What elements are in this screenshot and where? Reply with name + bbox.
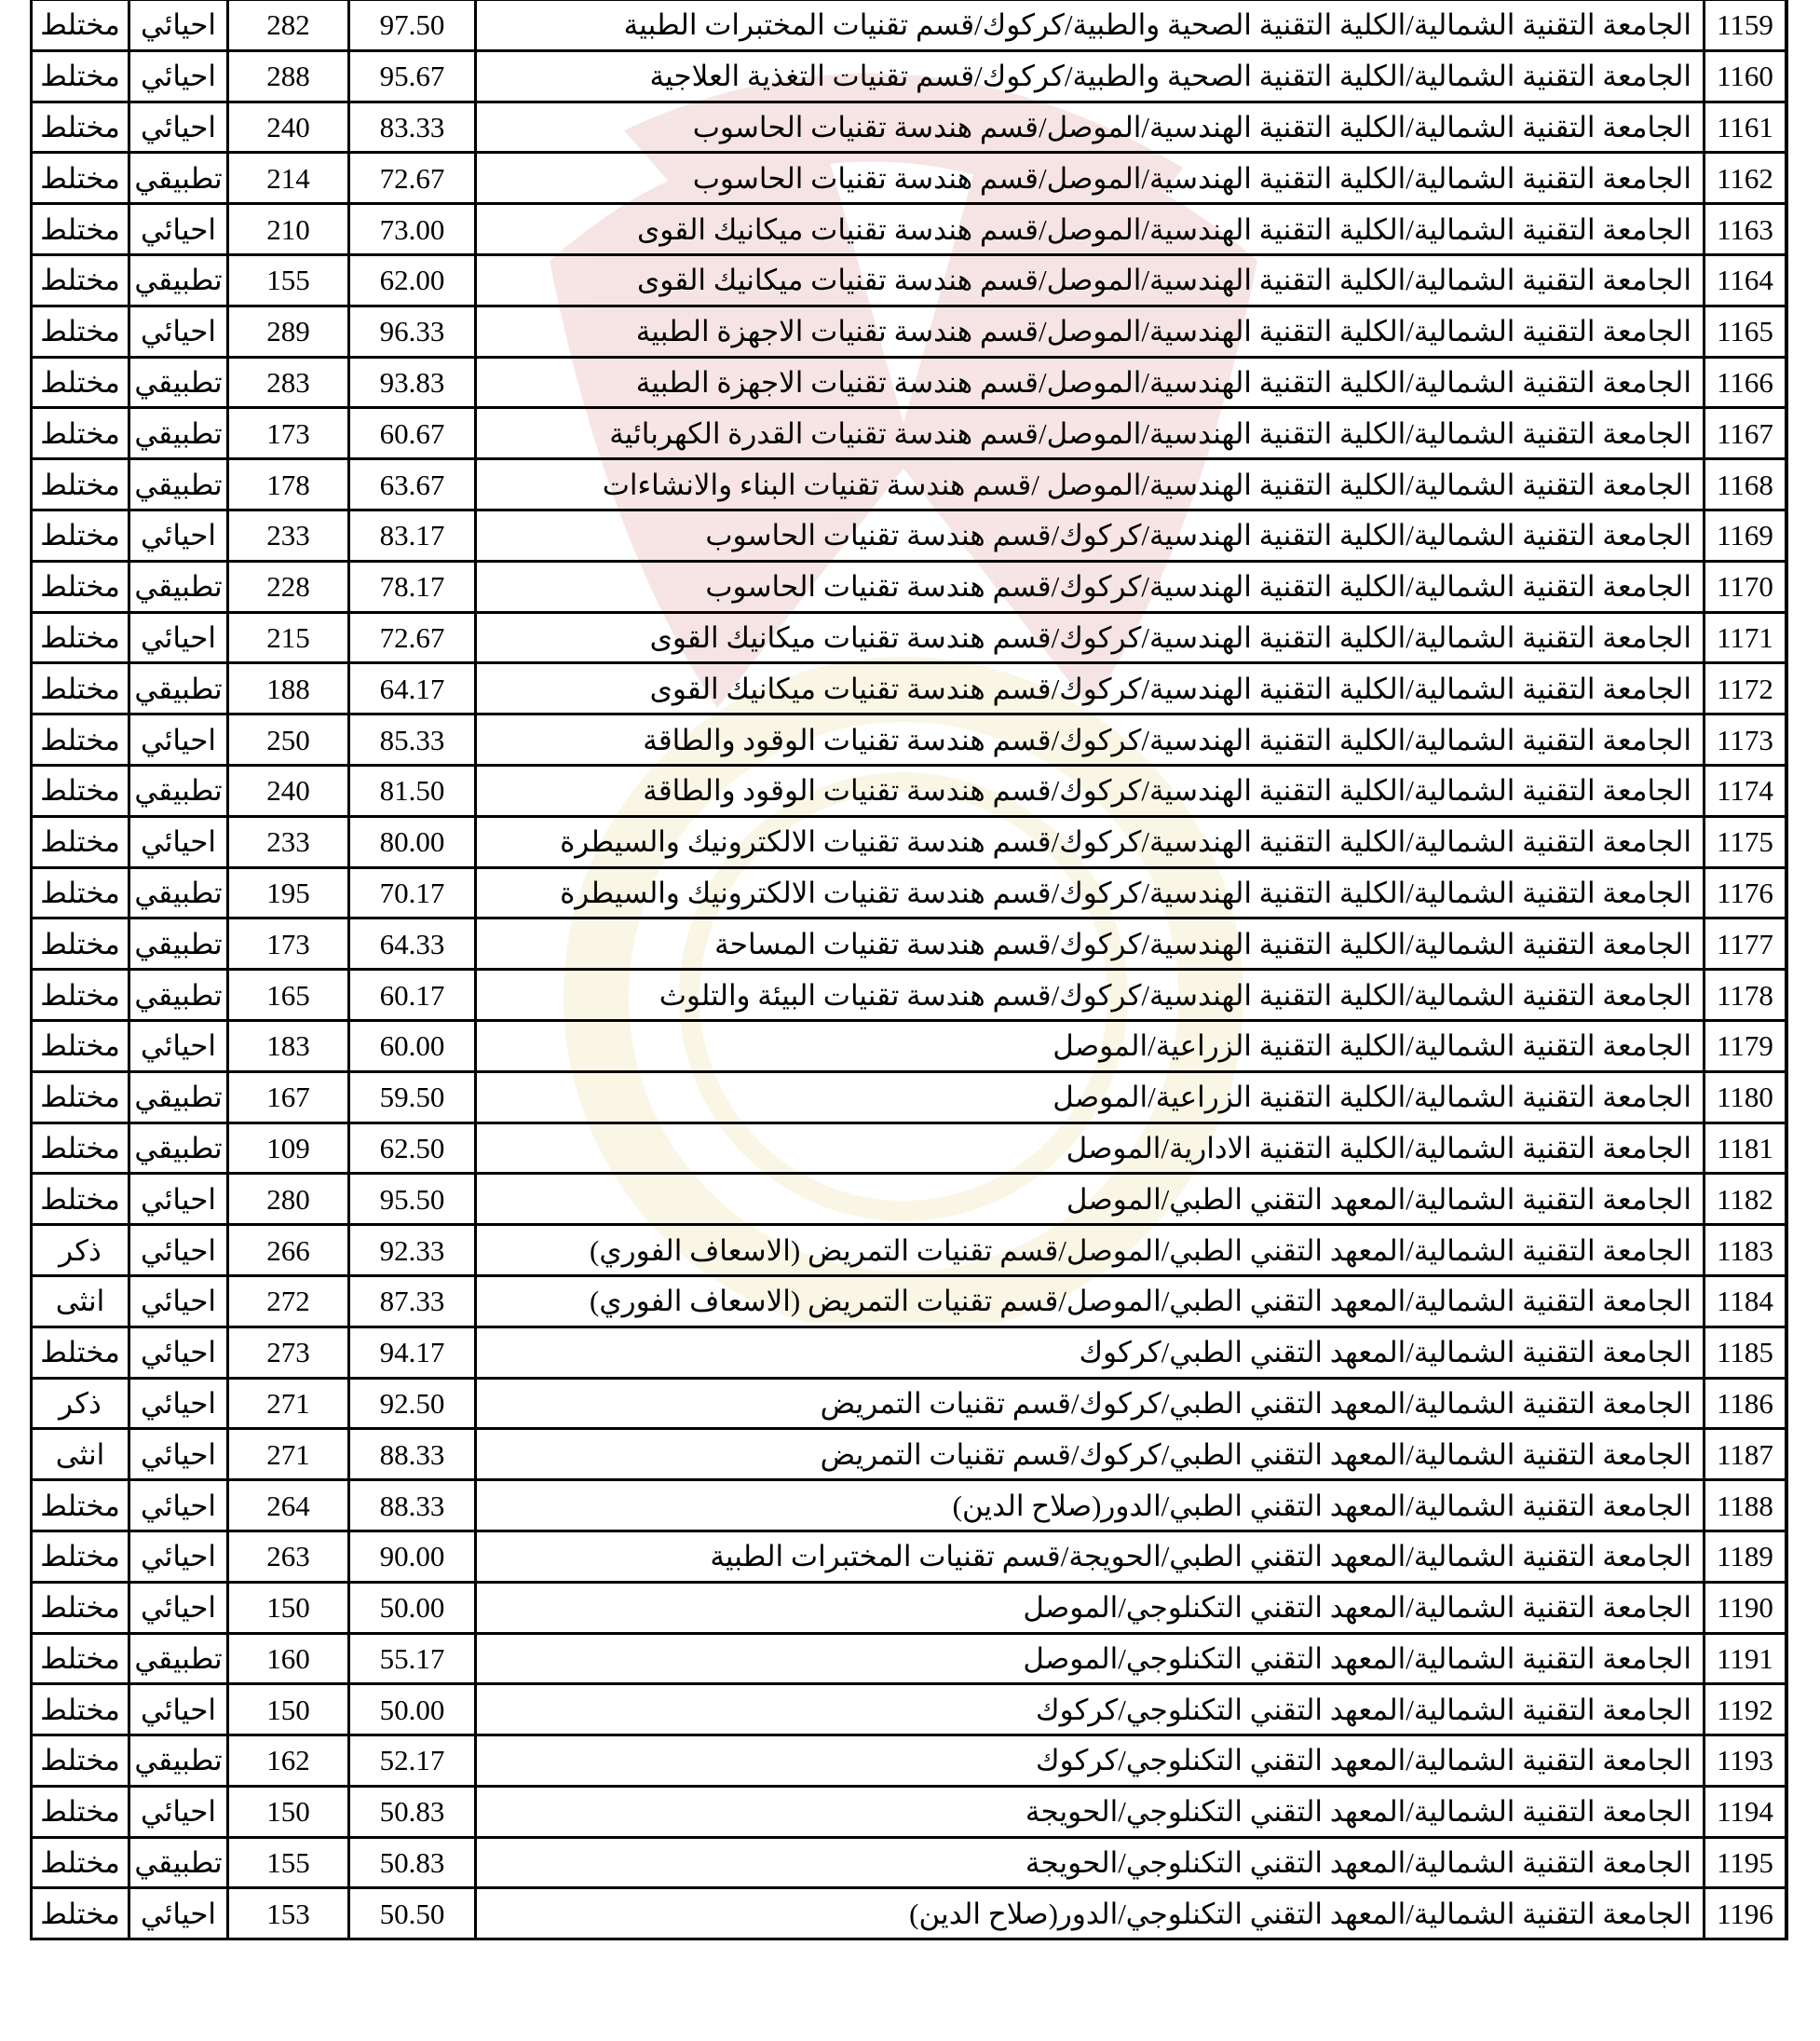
table-row [32, 867, 1787, 918]
total-cell: 228 [228, 561, 349, 612]
branch-cell: احيائي [129, 204, 228, 255]
institution-cell: الجامعة التقنية الشمالية/المعهد التقني الطبي/كركوك/قسم تقنيات التمريض [476, 1378, 1705, 1429]
gender-cell: مختلط [32, 1888, 129, 1939]
branch-cell: احيائي [129, 714, 228, 766]
sequence-number-cell: 1185 [1705, 1327, 1787, 1378]
total-cell: 155 [228, 254, 349, 306]
institution-cell: الجامعة التقنية الشمالية/الكلية التقنية الهندسية/كركوك/قسم هندسة تقنيات الوقود والطاقة [476, 765, 1705, 816]
sequence-number-cell: 1175 [1705, 816, 1787, 867]
institution-cell: الجامعة التقنية الشمالية/المعهد التقني التكنلوجي/كركوك [476, 1735, 1705, 1787]
total-cell: 215 [228, 612, 349, 663]
branch-cell: احيائي [129, 1378, 228, 1429]
sequence-number-cell: 1190 [1705, 1582, 1787, 1633]
branch-cell: تطبيقي [129, 663, 228, 714]
branch-cell: تطبيقي [129, 1071, 228, 1123]
branch-cell: احيائي [129, 0, 228, 50]
sequence-number-cell: 1193 [1705, 1735, 1787, 1787]
total-cell: 183 [228, 1020, 349, 1071]
table-row [32, 204, 1787, 255]
gender-cell: مختلط [32, 0, 129, 50]
total-cell: 283 [228, 357, 349, 408]
gender-cell: مختلط [32, 254, 129, 306]
total-cell: 162 [228, 1735, 349, 1787]
branch-cell: تطبيقي [129, 408, 228, 459]
gender-cell: مختلط [32, 714, 129, 766]
total-cell: 288 [228, 50, 349, 102]
branch-cell: احيائي [129, 510, 228, 561]
table-row [32, 50, 1787, 102]
institution-cell: الجامعة التقنية الشمالية/المعهد التقني الطبي/كركوك/قسم تقنيات التمريض [476, 1429, 1705, 1480]
average-cell: 72.67 [349, 612, 476, 663]
average-cell: 64.33 [349, 918, 476, 970]
gender-cell: مختلط [32, 1020, 129, 1071]
average-cell: 50.83 [349, 1786, 476, 1837]
total-cell: 271 [228, 1378, 349, 1429]
sequence-number-cell: 1194 [1705, 1786, 1787, 1837]
sequence-number-cell: 1192 [1705, 1684, 1787, 1735]
table-row [32, 1225, 1787, 1276]
branch-cell: احيائي [129, 102, 228, 153]
average-cell: 52.17 [349, 1735, 476, 1787]
total-cell: 240 [228, 765, 349, 816]
total-cell: 155 [228, 1837, 349, 1888]
branch-cell: تطبيقي [129, 561, 228, 612]
average-cell: 95.50 [349, 1174, 476, 1225]
sequence-number-cell: 1161 [1705, 102, 1787, 153]
average-cell: 70.17 [349, 867, 476, 918]
table-row [32, 1684, 1787, 1735]
results-table [30, 0, 1788, 1940]
average-cell: 83.33 [349, 102, 476, 153]
institution-cell: الجامعة التقنية الشمالية/المعهد التقني الطبي/كركوك [476, 1327, 1705, 1378]
average-cell: 50.50 [349, 1888, 476, 1939]
average-cell: 88.33 [349, 1429, 476, 1480]
table-row [32, 1837, 1787, 1888]
total-cell: 250 [228, 714, 349, 766]
gender-cell: مختلط [32, 1480, 129, 1531]
institution-cell: الجامعة التقنية الشمالية/المعهد التقني التكنلوجي/الحويجة [476, 1786, 1705, 1837]
gender-cell: مختلط [32, 1327, 129, 1378]
table-row [32, 970, 1787, 1021]
gender-cell: مختلط [32, 1123, 129, 1174]
average-cell: 55.17 [349, 1633, 476, 1684]
sequence-number-cell: 1191 [1705, 1633, 1787, 1684]
institution-cell: الجامعة التقنية الشمالية/الكلية التقنية الهندسية/الموصل /قسم هندسة تقنيات البناء والانشاءات [476, 459, 1705, 510]
average-cell: 59.50 [349, 1071, 476, 1123]
total-cell: 109 [228, 1123, 349, 1174]
sequence-number-cell: 1173 [1705, 714, 1787, 766]
table-row [32, 1888, 1787, 1939]
average-cell: 50.00 [349, 1684, 476, 1735]
branch-cell: احيائي [129, 1480, 228, 1531]
branch-cell: احيائي [129, 1582, 228, 1633]
institution-cell: الجامعة التقنية الشمالية/المعهد التقني التكنلوجي/كركوك [476, 1684, 1705, 1735]
gender-cell: مختلط [32, 102, 129, 153]
gender-cell: مختلط [32, 1531, 129, 1582]
average-cell: 73.00 [349, 204, 476, 255]
average-cell: 64.17 [349, 663, 476, 714]
table-row [32, 714, 1787, 766]
institution-cell: الجامعة التقنية الشمالية/الكلية التقنية الهندسية/الموصل/قسم هندسة تقنيات ميكانيك القوى [476, 254, 1705, 306]
branch-cell: تطبيقي [129, 153, 228, 204]
institution-cell: الجامعة التقنية الشمالية/الكلية التقنية الادارية/الموصل [476, 1123, 1705, 1174]
table-row [32, 1123, 1787, 1174]
gender-cell: مختلط [32, 1071, 129, 1123]
institution-cell: الجامعة التقنية الشمالية/الكلية التقنية الهندسية/كركوك/قسم هندسة تقنيات البيئة والتلوث [476, 970, 1705, 1021]
sequence-number-cell: 1181 [1705, 1123, 1787, 1174]
table-row [32, 1633, 1787, 1684]
sequence-number-cell: 1178 [1705, 970, 1787, 1021]
total-cell: 160 [228, 1633, 349, 1684]
average-cell: 62.50 [349, 1123, 476, 1174]
sequence-number-cell: 1174 [1705, 765, 1787, 816]
average-cell: 62.00 [349, 254, 476, 306]
average-cell: 60.67 [349, 408, 476, 459]
institution-cell: الجامعة التقنية الشمالية/الكلية التقنية الهندسية/الموصل/قسم هندسة تقنيات الحاسوب [476, 102, 1705, 153]
branch-cell: احيائي [129, 1429, 228, 1480]
total-cell: 282 [228, 0, 349, 50]
total-cell: 150 [228, 1582, 349, 1633]
branch-cell: احيائي [129, 50, 228, 102]
gender-cell: مختلط [32, 1786, 129, 1837]
table-row [32, 1327, 1787, 1378]
table-row [32, 1582, 1787, 1633]
sequence-number-cell: 1184 [1705, 1275, 1787, 1327]
gender-cell: مختلط [32, 765, 129, 816]
gender-cell: مختلط [32, 357, 129, 408]
gender-cell: مختلط [32, 867, 129, 918]
gender-cell: مختلط [32, 1633, 129, 1684]
gender-cell: انثى [32, 1429, 129, 1480]
total-cell: 165 [228, 970, 349, 1021]
gender-cell: مختلط [32, 510, 129, 561]
gender-cell: مختلط [32, 816, 129, 867]
institution-cell: الجامعة التقنية الشمالية/المعهد التقني الطبي/الموصل/قسم تقنيات التمريض (الاسعاف الفوري) [476, 1225, 1705, 1276]
table-row [32, 561, 1787, 612]
table-row [32, 1531, 1787, 1582]
branch-cell: تطبيقي [129, 1633, 228, 1684]
institution-cell: الجامعة التقنية الشمالية/الكلية التقنية الصحية والطبية/كركوك/قسم تقنيات المختبرات الطبية [476, 0, 1705, 50]
table-row [32, 918, 1787, 970]
total-cell: 150 [228, 1684, 349, 1735]
sequence-number-cell: 1182 [1705, 1174, 1787, 1225]
table-row [32, 459, 1787, 510]
table-row [32, 663, 1787, 714]
total-cell: 233 [228, 816, 349, 867]
table-row [32, 1480, 1787, 1531]
gender-cell: مختلط [32, 918, 129, 970]
average-cell: 90.00 [349, 1531, 476, 1582]
average-cell: 81.50 [349, 765, 476, 816]
institution-cell: الجامعة التقنية الشمالية/المعهد التقني التكنلوجي/الحويجة [476, 1837, 1705, 1888]
branch-cell: تطبيقي [129, 765, 228, 816]
table-row [32, 612, 1787, 663]
institution-cell: الجامعة التقنية الشمالية/الكلية التقنية الصحية والطبية/كركوك/قسم تقنيات التغذية العلاجية [476, 50, 1705, 102]
gender-cell: مختلط [32, 153, 129, 204]
sequence-number-cell: 1163 [1705, 204, 1787, 255]
table-row [32, 510, 1787, 561]
branch-cell: احيائي [129, 306, 228, 357]
average-cell: 88.33 [349, 1480, 476, 1531]
sequence-number-cell: 1195 [1705, 1837, 1787, 1888]
table-row [32, 102, 1787, 153]
table-row [32, 254, 1787, 306]
table-row [32, 1275, 1787, 1327]
sequence-number-cell: 1189 [1705, 1531, 1787, 1582]
gender-cell: مختلط [32, 970, 129, 1021]
branch-cell: تطبيقي [129, 459, 228, 510]
table-row [32, 306, 1787, 357]
institution-cell: الجامعة التقنية الشمالية/الكلية التقنية الزراعية/الموصل [476, 1071, 1705, 1123]
branch-cell: تطبيقي [129, 1735, 228, 1787]
total-cell: 240 [228, 102, 349, 153]
table-row [32, 1174, 1787, 1225]
total-cell: 280 [228, 1174, 349, 1225]
branch-cell: احيائي [129, 1275, 228, 1327]
branch-cell: تطبيقي [129, 918, 228, 970]
institution-cell: الجامعة التقنية الشمالية/الكلية التقنية الهندسية/كركوك/قسم هندسة تقنيات الالكترونيك والسيطرة [476, 816, 1705, 867]
total-cell: 289 [228, 306, 349, 357]
table-row [32, 816, 1787, 867]
average-cell: 83.17 [349, 510, 476, 561]
sequence-number-cell: 1177 [1705, 918, 1787, 970]
average-cell: 97.50 [349, 0, 476, 50]
gender-cell: مختلط [32, 1582, 129, 1633]
table-row [32, 1735, 1787, 1787]
branch-cell: احيائي [129, 1786, 228, 1837]
sequence-number-cell: 1186 [1705, 1378, 1787, 1429]
sequence-number-cell: 1172 [1705, 663, 1787, 714]
sequence-number-cell: 1162 [1705, 153, 1787, 204]
sequence-number-cell: 1164 [1705, 254, 1787, 306]
institution-cell: الجامعة التقنية الشمالية/المعهد التقني الطبي/الدور(صلاح الدين) [476, 1480, 1705, 1531]
total-cell: 214 [228, 153, 349, 204]
institution-cell: الجامعة التقنية الشمالية/المعهد التقني الطبي/الموصل [476, 1174, 1705, 1225]
branch-cell: احيائي [129, 612, 228, 663]
table-row [32, 1378, 1787, 1429]
total-cell: 263 [228, 1531, 349, 1582]
sequence-number-cell: 1183 [1705, 1225, 1787, 1276]
average-cell: 95.67 [349, 50, 476, 102]
institution-cell: الجامعة التقنية الشمالية/الكلية التقنية الهندسية/الموصل/قسم هندسة تقنيات الاجهزة الطبية [476, 357, 1705, 408]
table-row [32, 408, 1787, 459]
sequence-number-cell: 1187 [1705, 1429, 1787, 1480]
average-cell: 60.00 [349, 1020, 476, 1071]
sequence-number-cell: 1179 [1705, 1020, 1787, 1071]
average-cell: 93.83 [349, 357, 476, 408]
table-row [32, 153, 1787, 204]
total-cell: 266 [228, 1225, 349, 1276]
institution-cell: الجامعة التقنية الشمالية/الكلية التقنية الهندسية/الموصل/قسم هندسة تقنيات القدرة الكهربائية [476, 408, 1705, 459]
gender-cell: انثى [32, 1275, 129, 1327]
average-cell: 96.33 [349, 306, 476, 357]
gender-cell: مختلط [32, 204, 129, 255]
gender-cell: مختلط [32, 50, 129, 102]
branch-cell: تطبيقي [129, 867, 228, 918]
total-cell: 272 [228, 1275, 349, 1327]
sequence-number-cell: 1166 [1705, 357, 1787, 408]
gender-cell: مختلط [32, 663, 129, 714]
average-cell: 78.17 [349, 561, 476, 612]
gender-cell: ذكر [32, 1378, 129, 1429]
institution-cell: الجامعة التقنية الشمالية/الكلية التقنية الهندسية/كركوك/قسم هندسة تقنيات الحاسوب [476, 561, 1705, 612]
table-row [32, 357, 1787, 408]
gender-cell: مختلط [32, 561, 129, 612]
branch-cell: احيائي [129, 1888, 228, 1939]
branch-cell: احيائي [129, 1020, 228, 1071]
gender-cell: ذكر [32, 1225, 129, 1276]
total-cell: 150 [228, 1786, 349, 1837]
institution-cell: الجامعة التقنية الشمالية/المعهد التقني الطبي/الموصل/قسم تقنيات التمريض (الاسعاف الفوري) [476, 1275, 1705, 1327]
gender-cell: مختلط [32, 459, 129, 510]
branch-cell: احيائي [129, 1327, 228, 1378]
branch-cell: تطبيقي [129, 1837, 228, 1888]
average-cell: 87.33 [349, 1275, 476, 1327]
branch-cell: احيائي [129, 1225, 228, 1276]
gender-cell: مختلط [32, 612, 129, 663]
table-row [32, 1071, 1787, 1123]
total-cell: 173 [228, 408, 349, 459]
sequence-number-cell: 1169 [1705, 510, 1787, 561]
institution-cell: الجامعة التقنية الشمالية/الكلية التقنية الهندسية/كركوك/قسم هندسة تقنيات الحاسوب [476, 510, 1705, 561]
branch-cell: احيائي [129, 816, 228, 867]
table-row [32, 0, 1787, 50]
sequence-number-cell: 1176 [1705, 867, 1787, 918]
branch-cell: تطبيقي [129, 357, 228, 408]
gender-cell: مختلط [32, 408, 129, 459]
average-cell: 50.00 [349, 1582, 476, 1633]
average-cell: 72.67 [349, 153, 476, 204]
institution-cell: الجامعة التقنية الشمالية/الكلية التقنية الهندسية/كركوك/قسم هندسة تقنيات المساحة [476, 918, 1705, 970]
average-cell: 50.83 [349, 1837, 476, 1888]
branch-cell: احيائي [129, 1174, 228, 1225]
average-cell: 92.33 [349, 1225, 476, 1276]
branch-cell: تطبيقي [129, 1123, 228, 1174]
branch-cell: احيائي [129, 1531, 228, 1582]
total-cell: 173 [228, 918, 349, 970]
institution-cell: الجامعة التقنية الشمالية/الكلية التقنية الهندسية/كركوك/قسم هندسة تقنيات الوقود والطاقة [476, 714, 1705, 766]
total-cell: 188 [228, 663, 349, 714]
institution-cell: الجامعة التقنية الشمالية/الكلية التقنية الهندسية/كركوك/قسم هندسة تقنيات الالكترونيك والسيطرة [476, 867, 1705, 918]
institution-cell: الجامعة التقنية الشمالية/المعهد التقني الطبي/الحويجة/قسم تقنيات المختبرات الطبية [476, 1531, 1705, 1582]
sequence-number-cell: 1196 [1705, 1888, 1787, 1939]
total-cell: 195 [228, 867, 349, 918]
sequence-number-cell: 1160 [1705, 50, 1787, 102]
total-cell: 210 [228, 204, 349, 255]
institution-cell: الجامعة التقنية الشمالية/الكلية التقنية الهندسية/الموصل/قسم هندسة تقنيات ميكانيك القوى [476, 204, 1705, 255]
institution-cell: الجامعة التقنية الشمالية/الكلية التقنية الزراعية/الموصل [476, 1020, 1705, 1071]
gender-cell: مختلط [32, 306, 129, 357]
sequence-number-cell: 1188 [1705, 1480, 1787, 1531]
average-cell: 63.67 [349, 459, 476, 510]
average-cell: 85.33 [349, 714, 476, 766]
results-table-body [32, 0, 1787, 1939]
average-cell: 60.17 [349, 970, 476, 1021]
institution-cell: الجامعة التقنية الشمالية/الكلية التقنية الهندسية/الموصل/قسم هندسة تقنيات الحاسوب [476, 153, 1705, 204]
total-cell: 167 [228, 1071, 349, 1123]
sequence-number-cell: 1165 [1705, 306, 1787, 357]
institution-cell: الجامعة التقنية الشمالية/المعهد التقني التكنلوجي/الموصل [476, 1582, 1705, 1633]
total-cell: 153 [228, 1888, 349, 1939]
table-row [32, 765, 1787, 816]
gender-cell: مختلط [32, 1837, 129, 1888]
total-cell: 233 [228, 510, 349, 561]
total-cell: 178 [228, 459, 349, 510]
institution-cell: الجامعة التقنية الشمالية/الكلية التقنية الهندسية/كركوك/قسم هندسة تقنيات ميكانيك القوى [476, 612, 1705, 663]
institution-cell: الجامعة التقنية الشمالية/المعهد التقني التكنلوجي/الموصل [476, 1633, 1705, 1684]
table-row [32, 1786, 1787, 1837]
total-cell: 273 [228, 1327, 349, 1378]
table-row [32, 1020, 1787, 1071]
branch-cell: تطبيقي [129, 970, 228, 1021]
average-cell: 92.50 [349, 1378, 476, 1429]
institution-cell: الجامعة التقنية الشمالية/الكلية التقنية الهندسية/الموصل/قسم هندسة تقنيات الاجهزة الطبية [476, 306, 1705, 357]
total-cell: 271 [228, 1429, 349, 1480]
sequence-number-cell: 1159 [1705, 0, 1787, 50]
average-cell: 80.00 [349, 816, 476, 867]
institution-cell: الجامعة التقنية الشمالية/المعهد التقني التكنلوجي/الدور(صلاح الدين) [476, 1888, 1705, 1939]
branch-cell: تطبيقي [129, 254, 228, 306]
average-cell: 94.17 [349, 1327, 476, 1378]
branch-cell: احيائي [129, 1684, 228, 1735]
sequence-number-cell: 1180 [1705, 1071, 1787, 1123]
gender-cell: مختلط [32, 1174, 129, 1225]
sequence-number-cell: 1167 [1705, 408, 1787, 459]
gender-cell: مختلط [32, 1735, 129, 1787]
gender-cell: مختلط [32, 1684, 129, 1735]
sequence-number-cell: 1170 [1705, 561, 1787, 612]
sequence-number-cell: 1171 [1705, 612, 1787, 663]
institution-cell: الجامعة التقنية الشمالية/الكلية التقنية الهندسية/كركوك/قسم هندسة تقنيات ميكانيك القوى [476, 663, 1705, 714]
total-cell: 264 [228, 1480, 349, 1531]
table-row [32, 1429, 1787, 1480]
sequence-number-cell: 1168 [1705, 459, 1787, 510]
